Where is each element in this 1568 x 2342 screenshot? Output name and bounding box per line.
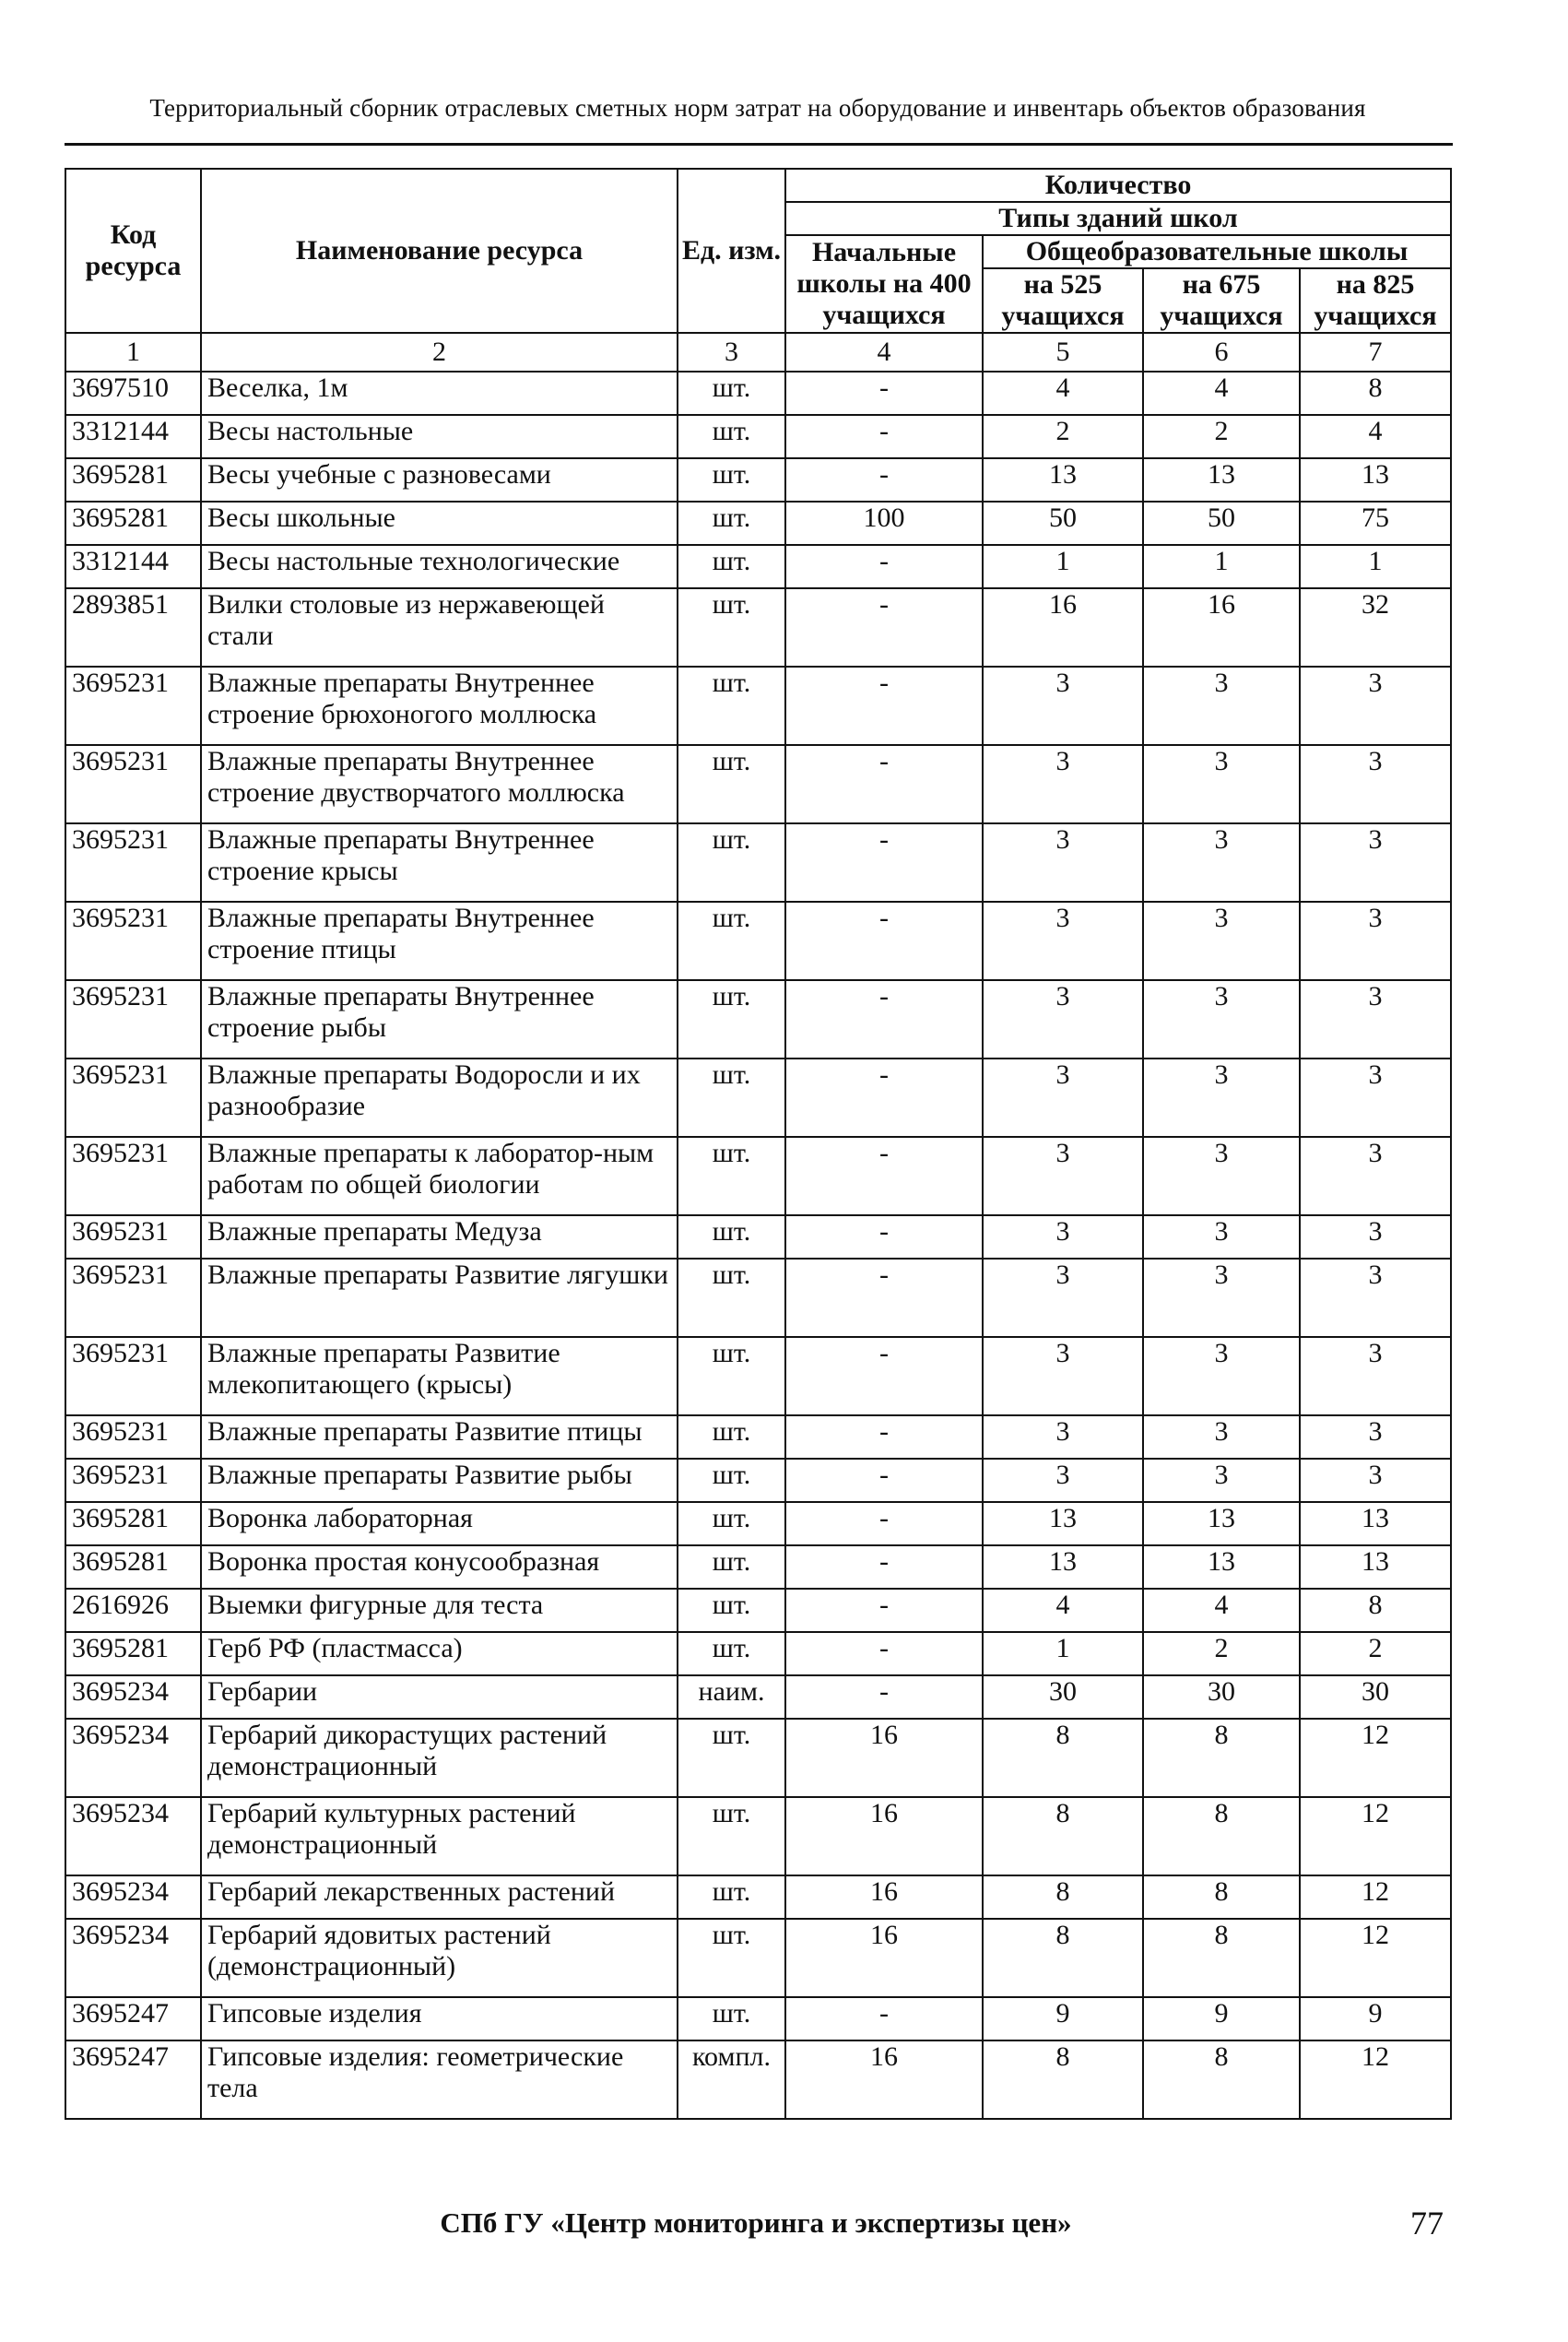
- qty-825: 3: [1300, 1459, 1451, 1502]
- table-row: [65, 1215, 1451, 1259]
- qty-525: 3: [983, 1337, 1143, 1415]
- table-row: [65, 745, 1451, 823]
- header-rule: [65, 143, 1453, 146]
- qty-primary-400: -: [785, 1059, 983, 1137]
- qty-825: 8: [1300, 1589, 1451, 1632]
- column-number-row: [65, 333, 1451, 372]
- unit: шт.: [678, 415, 785, 458]
- resource-name: Гипсовые изделия: [201, 1997, 678, 2040]
- qty-675: 3: [1143, 1215, 1300, 1259]
- qty-675: 3: [1143, 1415, 1300, 1459]
- table-row: [65, 823, 1451, 902]
- qty-675: 3: [1143, 1337, 1300, 1415]
- qty-primary-400: -: [785, 415, 983, 458]
- resource-name: Влажные препараты Внутреннее строение брюхоногого моллюска: [201, 667, 678, 745]
- resource-name: Герб РФ (пластмасса): [201, 1632, 678, 1675]
- qty-525: 3: [983, 1059, 1143, 1137]
- qty-675: 2: [1143, 415, 1300, 458]
- qty-525: 30: [983, 1675, 1143, 1719]
- qty-525: 3: [983, 980, 1143, 1059]
- table-row: [65, 1719, 1451, 1797]
- qty-primary-400: -: [785, 1259, 983, 1337]
- col-header-675: на 675 учащихся: [1143, 268, 1300, 333]
- qty-primary-400: 16: [785, 1797, 983, 1875]
- unit: шт.: [678, 1545, 785, 1589]
- qty-525: 3: [983, 745, 1143, 823]
- resource-code: 3695281: [65, 502, 201, 545]
- table-row: [65, 1337, 1451, 1415]
- qty-primary-400: -: [785, 1415, 983, 1459]
- qty-525: 3: [983, 1137, 1143, 1215]
- qty-675: 4: [1143, 372, 1300, 415]
- qty-primary-400: -: [785, 745, 983, 823]
- unit: шт.: [678, 1875, 785, 1919]
- resource-name: Влажные препараты Водоросли и их разнообразие: [201, 1059, 678, 1137]
- qty-525: 3: [983, 667, 1143, 745]
- column-number: 6: [1143, 333, 1300, 372]
- unit: шт.: [678, 1459, 785, 1502]
- resource-code: 3695231: [65, 1259, 201, 1337]
- qty-525: 3: [983, 1259, 1143, 1337]
- resource-name: Вилки столовые из нержавеющей стали: [201, 588, 678, 667]
- qty-825: 12: [1300, 2040, 1451, 2119]
- qty-primary-400: -: [785, 588, 983, 667]
- resource-code: 3695231: [65, 1137, 201, 1215]
- qty-825: 3: [1300, 902, 1451, 980]
- table-row: [65, 902, 1451, 980]
- qty-825: 3: [1300, 1415, 1451, 1459]
- unit: шт.: [678, 1797, 785, 1875]
- qty-primary-400: -: [785, 902, 983, 980]
- qty-675: 3: [1143, 1259, 1300, 1337]
- qty-primary-400: -: [785, 1215, 983, 1259]
- qty-675: 8: [1143, 1797, 1300, 1875]
- column-number: 4: [785, 333, 983, 372]
- qty-primary-400: -: [785, 1337, 983, 1415]
- qty-675: 1: [1143, 545, 1300, 588]
- table-row: [65, 1459, 1451, 1502]
- unit: шт.: [678, 1632, 785, 1675]
- unit: шт.: [678, 502, 785, 545]
- resource-name: Влажные препараты Развитие млекопитающего (крысы): [201, 1337, 678, 1415]
- resource-code: 3695231: [65, 1415, 201, 1459]
- table-row: [65, 545, 1451, 588]
- qty-825: 13: [1300, 458, 1451, 502]
- qty-825: 13: [1300, 1502, 1451, 1545]
- qty-675: 8: [1143, 1875, 1300, 1919]
- resource-code: 3697510: [65, 372, 201, 415]
- qty-525: 8: [983, 1797, 1143, 1875]
- resource-code: 3695231: [65, 1059, 201, 1137]
- resource-name: Гербарии: [201, 1675, 678, 1719]
- qty-primary-400: 16: [785, 2040, 983, 2119]
- resource-name: Влажные препараты Развитие птицы: [201, 1415, 678, 1459]
- qty-675: 8: [1143, 1919, 1300, 1997]
- table-row: [65, 1997, 1451, 2040]
- unit: шт.: [678, 1997, 785, 2040]
- resource-code: 3695231: [65, 1459, 201, 1502]
- resource-name: Влажные препараты Внутреннее строение рыбы: [201, 980, 678, 1059]
- resource-name: Влажные препараты Внутреннее строение крысы: [201, 823, 678, 902]
- qty-825: 3: [1300, 1259, 1451, 1337]
- unit: шт.: [678, 372, 785, 415]
- unit: шт.: [678, 823, 785, 902]
- qty-675: 3: [1143, 980, 1300, 1059]
- unit: шт.: [678, 745, 785, 823]
- qty-525: 8: [983, 1919, 1143, 1997]
- qty-525: 50: [983, 502, 1143, 545]
- footer-organization: СПб ГУ «Центр мониторинга и экспертизы цен»: [440, 2206, 1072, 2239]
- unit: шт.: [678, 1059, 785, 1137]
- table-row: [65, 1589, 1451, 1632]
- qty-primary-400: -: [785, 1675, 983, 1719]
- unit: шт.: [678, 1259, 785, 1337]
- table-row: [65, 1797, 1451, 1875]
- unit: шт.: [678, 667, 785, 745]
- unit: шт.: [678, 1502, 785, 1545]
- resource-code: 3695281: [65, 458, 201, 502]
- qty-825: 1: [1300, 545, 1451, 588]
- qty-825: 2: [1300, 1632, 1451, 1675]
- resource-name: Влажные препараты Развитие рыбы: [201, 1459, 678, 1502]
- qty-primary-400: -: [785, 1589, 983, 1632]
- unit: шт.: [678, 458, 785, 502]
- resource-name: Весы настольные: [201, 415, 678, 458]
- qty-825: 13: [1300, 1545, 1451, 1589]
- resource-code: 3695281: [65, 1632, 201, 1675]
- qty-525: 13: [983, 1502, 1143, 1545]
- resource-name: Влажные препараты Внутреннее строение птицы: [201, 902, 678, 980]
- qty-675: 3: [1143, 823, 1300, 902]
- qty-525: 8: [983, 1875, 1143, 1919]
- qty-825: 32: [1300, 588, 1451, 667]
- col-header-525: на 525 учащихся: [983, 268, 1143, 333]
- resource-code: 3695234: [65, 1875, 201, 1919]
- table-row: [65, 667, 1451, 745]
- resource-name: Влажные препараты к лаборатор-ным работам по общей биологии: [201, 1137, 678, 1215]
- table-row: [65, 1545, 1451, 1589]
- page-number: 77: [1410, 2205, 1444, 2241]
- table-row: [65, 1502, 1451, 1545]
- qty-825: 30: [1300, 1675, 1451, 1719]
- qty-675: 50: [1143, 502, 1300, 545]
- resource-name: Весы учебные с разновесами: [201, 458, 678, 502]
- unit: шт.: [678, 1337, 785, 1415]
- qty-primary-400: -: [785, 823, 983, 902]
- qty-primary-400: 16: [785, 1875, 983, 1919]
- resource-code: 3695231: [65, 902, 201, 980]
- qty-825: 3: [1300, 1137, 1451, 1215]
- qty-825: 12: [1300, 1919, 1451, 1997]
- column-number: 7: [1300, 333, 1451, 372]
- resource-name: Воронка простая конусообразная: [201, 1545, 678, 1589]
- qty-525: 8: [983, 2040, 1143, 2119]
- qty-675: 9: [1143, 1997, 1300, 2040]
- unit: шт.: [678, 902, 785, 980]
- unit: шт.: [678, 545, 785, 588]
- column-number: 2: [201, 333, 678, 372]
- qty-675: 13: [1143, 1545, 1300, 1589]
- qty-525: 8: [983, 1719, 1143, 1797]
- qty-825: 9: [1300, 1997, 1451, 2040]
- table-row: [65, 372, 1451, 415]
- resource-code: 3695231: [65, 980, 201, 1059]
- qty-primary-400: -: [785, 545, 983, 588]
- qty-675: 3: [1143, 745, 1300, 823]
- resource-code: 3695281: [65, 1502, 201, 1545]
- col-header-building-types: Типы зданий школ: [785, 202, 1451, 235]
- qty-525: 3: [983, 1415, 1143, 1459]
- unit: шт.: [678, 1215, 785, 1259]
- resource-name: Влажные препараты Внутреннее строение двустворчатого моллюска: [201, 745, 678, 823]
- resource-name: Гипсовые изделия: геометрические тела: [201, 2040, 678, 2119]
- qty-525: 4: [983, 1589, 1143, 1632]
- resource-code: 3695234: [65, 1797, 201, 1875]
- resource-name: Гербарий дикорастущих растений демонстрационный: [201, 1719, 678, 1797]
- resource-code: 3695247: [65, 1997, 201, 2040]
- qty-primary-400: 100: [785, 502, 983, 545]
- unit: шт.: [678, 980, 785, 1059]
- unit: шт.: [678, 1589, 785, 1632]
- qty-primary-400: -: [785, 1502, 983, 1545]
- table-row: [65, 1632, 1451, 1675]
- qty-675: 8: [1143, 2040, 1300, 2119]
- qty-675: 30: [1143, 1675, 1300, 1719]
- unit: шт.: [678, 1137, 785, 1215]
- qty-primary-400: -: [785, 372, 983, 415]
- qty-825: 3: [1300, 823, 1451, 902]
- unit: компл.: [678, 2040, 785, 2119]
- column-number: 1: [65, 333, 201, 372]
- unit: шт.: [678, 1415, 785, 1459]
- qty-primary-400: -: [785, 1545, 983, 1589]
- col-header-quantity: Количество: [785, 169, 1451, 202]
- qty-525: 3: [983, 1215, 1143, 1259]
- qty-675: 13: [1143, 1502, 1300, 1545]
- resource-name: Воронка лабораторная: [201, 1502, 678, 1545]
- table-row: [65, 1137, 1451, 1215]
- column-number: 3: [678, 333, 785, 372]
- qty-525: 13: [983, 458, 1143, 502]
- resource-name: Весы школьные: [201, 502, 678, 545]
- resource-code: 3695231: [65, 667, 201, 745]
- column-number: 5: [983, 333, 1143, 372]
- qty-675: 3: [1143, 1059, 1300, 1137]
- resource-name: Гербарий ядовитых растений (демонстрационный): [201, 1919, 678, 1997]
- qty-675: 4: [1143, 1589, 1300, 1632]
- table-row: [65, 980, 1451, 1059]
- col-header-general-schools: Общеобразовательные школы: [983, 235, 1451, 268]
- qty-525: 1: [983, 545, 1143, 588]
- qty-675: 8: [1143, 1719, 1300, 1797]
- table-row: [65, 1059, 1451, 1137]
- col-header-primary-schools: Начальные школы на 400 учащихся: [785, 235, 983, 333]
- resource-name: Весы настольные технологические: [201, 545, 678, 588]
- qty-675: 13: [1143, 458, 1300, 502]
- qty-825: 3: [1300, 667, 1451, 745]
- resource-code: 3695231: [65, 823, 201, 902]
- resource-code: 3695234: [65, 1675, 201, 1719]
- qty-525: 9: [983, 1997, 1143, 2040]
- col-header-unit: Ед. изм.: [678, 169, 785, 333]
- qty-825: 75: [1300, 502, 1451, 545]
- qty-primary-400: -: [785, 1997, 983, 2040]
- resource-name: Веселка, 1м: [201, 372, 678, 415]
- qty-primary-400: -: [785, 667, 983, 745]
- table-row: [65, 2040, 1451, 2119]
- qty-675: 16: [1143, 588, 1300, 667]
- qty-825: 3: [1300, 1059, 1451, 1137]
- unit: наим.: [678, 1675, 785, 1719]
- qty-675: 3: [1143, 1459, 1300, 1502]
- table-row: [65, 1259, 1451, 1337]
- qty-675: 2: [1143, 1632, 1300, 1675]
- resource-code: 3312144: [65, 415, 201, 458]
- unit: шт.: [678, 588, 785, 667]
- resource-code: 2893851: [65, 588, 201, 667]
- resource-code: 3695234: [65, 1719, 201, 1797]
- qty-primary-400: -: [785, 1459, 983, 1502]
- qty-825: 3: [1300, 1337, 1451, 1415]
- resource-name: Влажные препараты Медуза: [201, 1215, 678, 1259]
- qty-525: 16: [983, 588, 1143, 667]
- table-row: [65, 458, 1451, 502]
- table-row: [65, 502, 1451, 545]
- qty-primary-400: 16: [785, 1719, 983, 1797]
- resource-name: Гербарий лекарственных растений: [201, 1875, 678, 1919]
- qty-825: 3: [1300, 745, 1451, 823]
- qty-825: 3: [1300, 1215, 1451, 1259]
- resource-code: 3695231: [65, 1337, 201, 1415]
- qty-675: 3: [1143, 902, 1300, 980]
- qty-525: 3: [983, 1459, 1143, 1502]
- table-body: [65, 372, 1451, 2119]
- resource-code: 2616926: [65, 1589, 201, 1632]
- qty-825: 4: [1300, 415, 1451, 458]
- resource-name: Влажные препараты Развитие лягушки: [201, 1259, 678, 1337]
- unit: шт.: [678, 1919, 785, 1997]
- qty-525: 3: [983, 902, 1143, 980]
- resource-code: 3695231: [65, 1215, 201, 1259]
- resource-code: 3695234: [65, 1919, 201, 1997]
- qty-primary-400: -: [785, 458, 983, 502]
- qty-primary-400: -: [785, 1137, 983, 1215]
- resource-code: 3695247: [65, 2040, 201, 2119]
- table-row: [65, 588, 1451, 667]
- table-row: [65, 1875, 1451, 1919]
- qty-primary-400: -: [785, 980, 983, 1059]
- qty-primary-400: -: [785, 1632, 983, 1675]
- qty-525: 2: [983, 415, 1143, 458]
- col-header-825: на 825 учащихся: [1300, 268, 1451, 333]
- qty-825: 8: [1300, 372, 1451, 415]
- qty-525: 4: [983, 372, 1143, 415]
- qty-525: 13: [983, 1545, 1143, 1589]
- resource-code: 3695281: [65, 1545, 201, 1589]
- table-row: [65, 1415, 1451, 1459]
- qty-675: 3: [1143, 667, 1300, 745]
- resource-code: 3695231: [65, 745, 201, 823]
- qty-825: 12: [1300, 1875, 1451, 1919]
- qty-525: 1: [983, 1632, 1143, 1675]
- resource-name: Гербарий культурных растений демонстрационный: [201, 1797, 678, 1875]
- table-row: [65, 415, 1451, 458]
- qty-825: 12: [1300, 1719, 1451, 1797]
- table-row: [65, 1675, 1451, 1719]
- running-header: Территориальный сборник отраслевых сметных норм затрат на оборудование и инвентарь объектов образования: [149, 94, 1366, 122]
- qty-525: 3: [983, 823, 1143, 902]
- qty-825: 3: [1300, 980, 1451, 1059]
- resource-table: [65, 168, 1452, 2120]
- resource-name: Выемки фигурные для теста: [201, 1589, 678, 1632]
- resource-code: 3312144: [65, 545, 201, 588]
- col-header-code: Код ресурса: [65, 169, 201, 333]
- qty-675: 3: [1143, 1137, 1300, 1215]
- table-row: [65, 1919, 1451, 1997]
- qty-825: 12: [1300, 1797, 1451, 1875]
- col-header-name: Наименование ресурса: [201, 169, 678, 333]
- qty-primary-400: 16: [785, 1919, 983, 1997]
- unit: шт.: [678, 1719, 785, 1797]
